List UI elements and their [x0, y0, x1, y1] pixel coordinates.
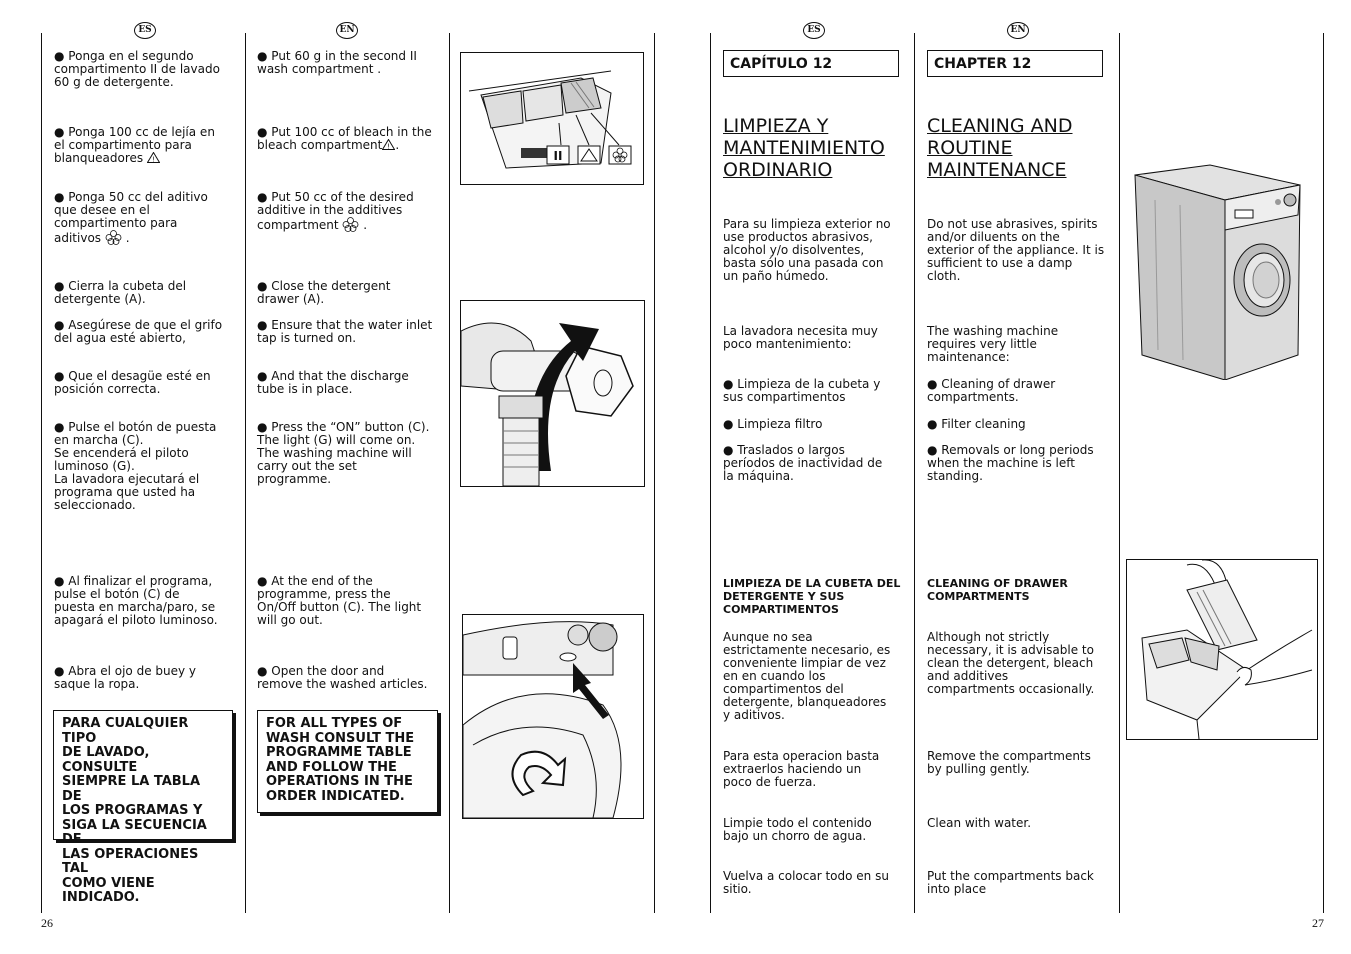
bullet-item: ● Cleaning of drawer compartments. [927, 378, 1112, 404]
column-rule [710, 33, 711, 913]
paragraph: Aunque no sea estrictamente necesario, es conveniente limpiar de vez en en cuando los compartimentos del detergente, blanqueadores y aditivos. [723, 630, 891, 722]
step-text: ● Cierra la cubeta del detergente (A). [54, 280, 239, 306]
tap-drawing [461, 301, 644, 486]
chapter-heading: CAPÍTULO 12 [723, 50, 899, 77]
step-text: ● Open the door and remove the washed articles. [257, 665, 442, 691]
step-text: ● Ponga 50 cc del aditivo que desee en el compartimento para aditivos . [54, 191, 239, 245]
subheading: CLEANING OF DRAWER COMPARTMENTS [927, 577, 1068, 603]
step-text: ● Que el desagüe esté en posición correcta. [54, 370, 239, 396]
step-text: ● Pulse el botón de puesta en marcha (C). Se encenderá el piloto luminoso (G). La lavadora ejecutará el programa que usted ha seleccionado. [54, 421, 239, 512]
drawer-removal-illustration [1126, 559, 1318, 740]
lang-badge-en: EN [1007, 22, 1029, 39]
bleach-triangle-icon [382, 139, 395, 150]
step-text [54, 126, 239, 165]
washing-machine-illustration [1130, 160, 1315, 380]
start-drawing [463, 615, 643, 818]
section-title: CLEANING AND ROUTINE MAINTENANCE [927, 115, 1073, 181]
svg-text:!: ! [387, 142, 391, 150]
step-text-inner: Put 100 cc of bleach in the bleach compartment [257, 125, 432, 152]
paragraph: Although not strictly necessary, it is advisable to clean the detergent, bleach and additives compartments occasionally. [927, 630, 1095, 696]
start-button-illustration [462, 614, 644, 819]
paragraph: Para su limpieza exterior no use productos abrasivos, alcohol y/o disolventes, basta sólo una pasada con un paño húmedo. [723, 217, 891, 283]
section-title: LIMPIEZA Y MANTENIMIENTO ORDINARIO [723, 115, 885, 181]
step-text: ● At the end of the programme, press the On/Off button (C). The light will go out. [257, 575, 442, 627]
bullet-item: ● Traslados o largos períodos de inactividad de la máquina. [723, 444, 908, 483]
note-text: PARA CUALQUIER TIPO DE LAVADO, CONSULTE SIEMPRE LA TABLA DE LOS PROGRAMAS Y SIGA LA SECUENCIA DE LAS OPERACIONES TAL COMO VIENE INDICADO. [62, 716, 207, 905]
step-text: ● Ponga en el segundo compartimento II de lavado 60 g de detergente. [54, 50, 239, 89]
step-text: ● Press the “ON” button (C). The light (G) will come on. The washing machine will carry out the set programme. [257, 421, 442, 486]
bullet-item: ● Limpieza filtro [723, 418, 908, 431]
bullet-item: ● Filter cleaning [927, 418, 1112, 431]
paragraph: Clean with water. [927, 816, 1032, 830]
paragraph: Remove the compartments by pulling gently. [927, 749, 1091, 776]
paragraph: The washing machine requires very little maintenance: [927, 324, 1059, 364]
step-text: ● Al finalizar el programa, pulse el botón (C) de puesta en marcha/paro, se apagará el piloto luminoso. [54, 575, 239, 627]
column-rule [1323, 33, 1324, 913]
paragraph: Put the compartments back into place [927, 869, 1094, 896]
paragraph: Limpie todo el contenido bajo un chorro de agua. [723, 816, 872, 843]
paragraph: La lavadora necesita muy poco mantenimiento: [723, 324, 878, 351]
chapter-heading: CHAPTER 12 [927, 50, 1103, 77]
lang-badge-es: ES [803, 22, 825, 39]
step-text: ● Ensure that the water inlet tap is turned on. [257, 319, 442, 345]
page-number-left: 26 [41, 916, 53, 930]
drawer-drawing [461, 53, 643, 184]
subheading: LIMPIEZA DE LA CUBETA DEL DETERGENTE Y SUS COMPARTIMENTOS [723, 577, 901, 616]
paragraph: Vuelva a colocar todo en su sitio. [723, 869, 889, 896]
step-text: ● Abra el ojo de buey y saque la ropa. [54, 665, 239, 691]
page-number-right: 27 [1312, 916, 1324, 930]
paragraph: Do not use abrasives, spirits and/or diluents on the exterior of the appliance. It is sufficient to use a damp cloth. [927, 217, 1105, 283]
step-text: ● And that the discharge tube is in place. [257, 370, 442, 396]
drawer-removal-drawing [1127, 560, 1317, 739]
svg-text:!: ! [152, 155, 155, 163]
programme-table-note [257, 710, 438, 813]
step-text: ● Put 50 cc of the desired additive in the additives compartment . [257, 191, 442, 232]
column-rule [1119, 33, 1120, 913]
programme-table-note [53, 710, 233, 905]
bleach-triangle-icon [147, 152, 160, 163]
step-text-inner: Ponga 100 cc de lejía en el compartimento para blanqueadores [54, 125, 215, 165]
step-text-inner: Put 50 cc of the desired additive in the additives compartment [257, 190, 414, 232]
water-tap-illustration [460, 300, 645, 487]
column-rule [41, 33, 42, 913]
step-text: ● Asegúrese de que el grifo del agua esté abierto, [54, 319, 239, 345]
note-text: FOR ALL TYPES OF WASH CONSULT THE PROGRAMME TABLE AND FOLLOW THE OPERATIONS IN THE ORDER INDICATED. [266, 716, 415, 804]
flower-softener-icon [105, 230, 122, 245]
column-rule [654, 33, 655, 913]
detergent-drawer-illustration [460, 52, 644, 185]
lang-badge-en: EN [336, 22, 358, 39]
bullet-item: ● Removals or long periods when the machine is left standing. [927, 444, 1112, 483]
flower-softener-icon [342, 217, 359, 232]
column-rule [449, 33, 450, 913]
column-rule [245, 33, 246, 913]
step-text: ● Close the detergent drawer (A). [257, 280, 442, 306]
machine-drawing [1130, 160, 1315, 380]
drawer-label-ii: II [553, 149, 563, 163]
column-rule [914, 33, 915, 913]
paragraph: Para esta operacion basta extraerlos haciendo un poco de fuerza. [723, 749, 880, 789]
lang-badge-es: ES [134, 22, 156, 39]
bullet-item: ● Limpieza de la cubeta y sus compartimentos [723, 378, 908, 404]
step-text-inner: Ponga 50 cc del aditivo que desee en el compartimento para aditivos [54, 190, 208, 245]
step-text: ● Put 100 cc of bleach in the bleach compartment ! . [257, 126, 442, 152]
step-text: ● Put 60 g in the second II wash compartment . [257, 50, 442, 76]
